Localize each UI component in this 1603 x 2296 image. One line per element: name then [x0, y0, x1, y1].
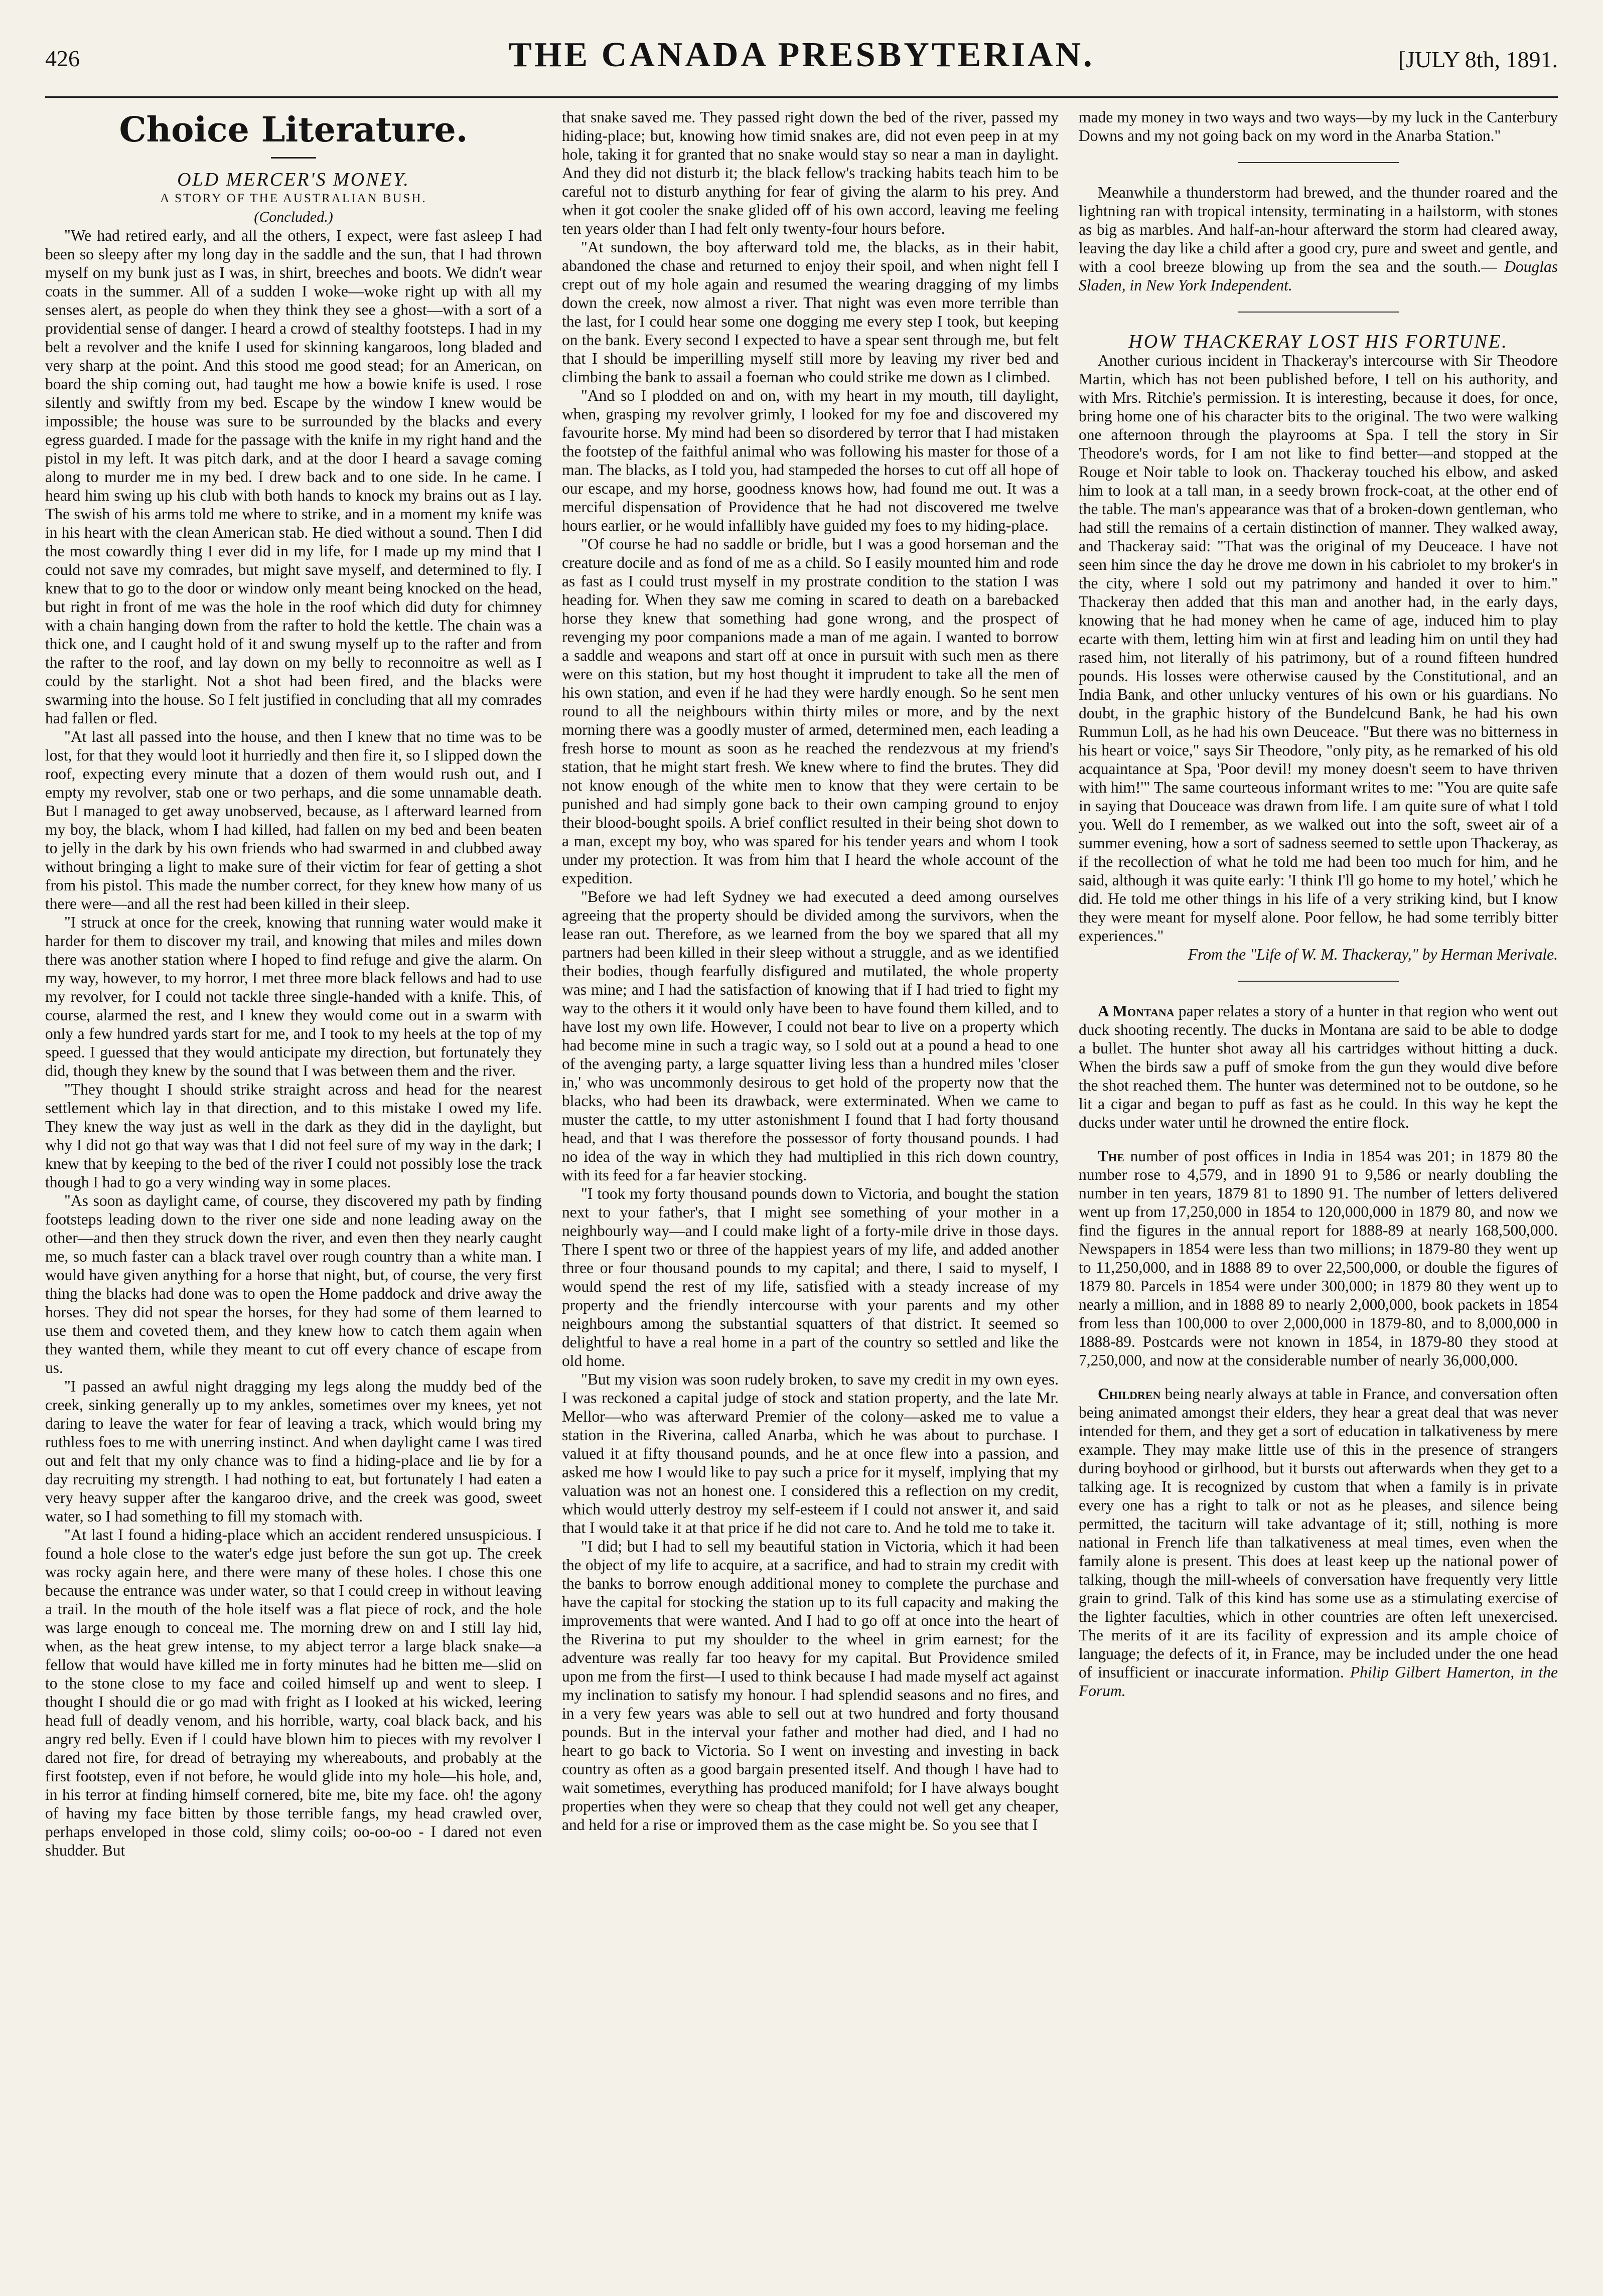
section-separator [1238, 312, 1399, 313]
section-separator [1238, 162, 1399, 163]
children-lead: Children [1098, 1385, 1161, 1403]
column-2 [562, 108, 1059, 2266]
story-paragraph: "As soon as daylight came, of course, they discovered my path by finding footsteps leading down to the river one side and none leading away on the other—and then they struck down the river, and even then they nearly caught me, so much faster can a black travel over rough country than a white man. I would have given anything for a horse that night, but, of course, the very first thing the blacks had done was to open the Home paddock and drive away the horses. They did not spear the horses, for they had some of them learned to use them and coveted them, and they knew how to catch them again when they wanted them, while they meant to cut off every chance of escape from us. [45, 1192, 542, 1376]
department-rule [271, 157, 316, 159]
thackeray-body: Another curious incident in Thackeray's intercourse with Sir Theodore Martin, which has not been published before, I tell on his authority, and with Mrs. Ritchie's permission. It is interesting, because it does, for once, bring home one of his character bits to the original. The two were walking one afternoon through the playrooms at Spa. I tell the story in Sir Theodore's words, for I am not like to find better—and stopped at the Rouge et Noir table to look on. Thackeray touched his elbow, and asked him to look at a tall man, in a seedy brown frock-coat, at the other end of the table. The man's appearance was that of a broken-down gentleman, who had still the remains of a certain distinction of manner. They walked away, and Thackeray said: "That was the original of my Deuceace. I have not seen him since the day he drove me down in his cabriolet to my broker's in the city, where I sold out my patrimony and handed it over to him." Thackeray then added that this man and another had, in the early days, knowing that he had money when he came of age, induced him to play ecarte with them, letting him win at first and leading him on until they had rased him, not literally of his patrimony, but of a round fifteen hundred pounds. His losses were otherwise caused by the Constitutional, and an India Bank, and other unlucky ventures of his own or his guardians. No doubt, in the graphic history of the Bundelcund Bank, he had his own Rummun Loll, as he had his own Deuceace. "But there was no bitterness in his heart or voice," says Sir Theodore, "only pity, as he remarked of his old acquaintance at Spa, 'Poor devil! my money doesn't seem to have thriven with him!'" The same courteous informant writes to me: "You are quite safe in saying that Douceace was drawn from life. I am quite sure of what I told you. Well do I remember, as we walked out into the soft, sweet air of a summer evening, how a sort of sadness seemed to settle upon Thackeray, as if the recollection of what he told me had been too much for him, and he said, although it was quite early: 'I think I'll go home to my hotel,' which he did. He told me other things in his life of a very striking kind, but I know they were meant for myself alone. Poor fellow, he had some terribly bitter experiences." [1079, 352, 1558, 945]
department-heading: Choice Literature. [119, 110, 468, 150]
issue-date: [JULY 8th, 1891. [1398, 47, 1558, 72]
page-number: 426 [45, 46, 80, 71]
story-paragraph: "At last all passed into the house, and then I knew that no time was to be lost, for that they would loot it hurriedly and then fire it, so I slipped down the roof, expecting every minute that a dozen of them would rush out, and I empty my revolver, stab one or two perhaps, and die some unnamable death. But I managed to get away unobserved, because, as I afterward learned from my boy, the black, whom I had killed, had fallen on my bed and been beaten to jelly in the dark by his own friends who had swarmed in and clubbed away without bringing a light to make sure of their victim for fear of getting a shot from his pistol. This made the number correct, for they knew how many of us there were—and all the rest had been killed in their sleep. [45, 728, 542, 912]
story-paragraph: "I did; but I had to sell my beautiful station in Victoria, which it had been the object of my life to acquire, at a sacrifice, and had to strain my credit with the banks to borrow enough additional money to complete the purchase and have the capital for stocking the station up to its full capacity and making the improvements that were wanted. And I had to go off at once into the heart of the Riverina to put my shoulder to the wheel in grim earnest; for the adventure was really far too heavy for my capital. But Providence smiled upon me from the first—I used to think because I had made myself act against my inclination to satisfy my honour. I had splendid seasons and no fires, and in a very few years was able to sell out at two hundred and forty thousand pounds. But in the interval your father and mother had died, and I had no heart to go back to Victoria. So I went on investing and investing in back country as often as a good bargain presented itself. And though I have had to wait sometimes, everything has produced manifold; for I have always bought properties when they were so cheap that they could not well get any cheaper, and held for a rise or improved them as the case might be. So you see that I [562, 1538, 1059, 1833]
story-paragraph: "We had retired early, and all the others, I expect, were fast asleep I had been so sleepy after my long day in the saddle and the sun, that I had thrown myself on my bunk just as I was, in shirt, breeches and boots. We didn't wear coats in the summer. All of a sudden I woke—woke right up with all my senses alert, as people do when they think they see a ghost—with a sort of a providential sense of danger. I heard a crowd of stealthy footsteps. I had in my belt a revolver and the knife I used for skinning kangaroos, long bladed and very sharp at the point. And this stood me good stead; for an American, on board the ship coming out, had taught me how a bowie knife is used. I rose silently and swiftly from my bed. Escape by the window I knew would be impossible; the house was sure to be surrounded by the blacks and every egress guarded. I made for the passage with the knife in my right hand and the pistol in my left. It was pitch dark, and at the door I heard a savage coming along to murder me in my bed. I drew back and to one side. In he came. I heard him swing up his club with both hands to knock my brains out as I lay. The swish of his arms told me where to strike, and in a moment my knife was in his heart with the clean American stab. He died without a sound. Then I did the most cowardly thing I ever did in my life, for I made up my mind that I could not save my comrades, but might save myself, and determined to fly. I knew that to go to the door or window only meant being knocked on the head, but right in front of me was the hole in the roof which did duty for chimney with a chain hanging down from the rafter to hold the kettle. The chain was a thick one, and I caught hold of it and swung myself up to the rafter and from the rafter to the roof, and lay down on my belly to reconnoitre as well as I could by the starlight. Not a shot had been fired, and the blacks were swarming into the house. So I felt justified in concluding that all my comrades had fallen or fled. [45, 227, 542, 727]
thackeray-credit: From the "Life of W. M. Thackeray," by Herman Merivale. [1188, 946, 1558, 963]
meanwhile-text: Meanwhile a thunderstorm had brewed, and the thunder roared and the lightning ran with tropical intensity, terminating in a hailstorm, with stones as big as marbles. And half-an-hour afterward the storm had cleared away, leaving the day like a child after a good cry, pure and sweet and gentle, and with a cool breeze blowing up from the sea and the south.— [1079, 184, 1558, 275]
story-title: OLD MERCER'S MONEY. [177, 169, 410, 190]
story-paragraph: "At sundown, the boy afterward told me, the blacks, as in their habit, abandoned the chase and returned to enjoy their spoil, and when night fell I crept out of my hole again and resumed the wearing dragging of my limbs down the creek, now almost a river. That night was even more terrible than the last, for I could hear some one dogging me every step I took, but keeping on the bank. Every second I expected to have a spear sent through me, but felt that I should be imperilling myself still more by leaving my river bed and climbing the bank to assail a foeman who could strike me down as I climbed. [562, 238, 1059, 386]
story-paragraph: "Of course he had no saddle or bridle, but I was a good horseman and the creature docile and as fond of me as a child. So I easily mounted him and rode as fast as I could trust myself in my prostrate condition to the station I was heading for. When they saw me coming in scared to death on a barebacked horse they knew that something had gone wrong, and the prospect of revenging my poor companions made a man of me again. I wanted to borrow a saddle and weapons and start off at once in pursuit with such men as there were on this station, but my host thought it imprudent to take all the men of his own station, and even if he had they were hardly enough. So he sent men round to all the neighbours within thirty miles or more, and by the next morning there was a goodly muster of armed, determined men, each leading a fresh horse to mount as soon as he reached the rendezvous at my friend's station, that he might start fresh. We knew where to find the brutes. They did not know enough of the white men to know that they were certain to be punished and had simply gone back to their own camping ground to enjoy their blood-bought spoils. A brief conflict resulted in their being shot down to a man, except my boy, who was spared for his tender years and whom I took under my protection. It was from him that I heard the whole account of the expedition. [562, 535, 1059, 887]
page-header [45, 35, 1558, 90]
story-paragraph: "Before we had left Sydney we had executed a deed among ourselves agreeing that the property should be divided among the survivors, when the lease ran out. Therefore, as we learned from the boy we spared that all my partners had been killed in their sleep without a struggle, and as we identified their bodies, though fearfully disfigured and mutilated, the whole property was mine; and I had the satisfaction of knowing that if I had tried to fight my way to the others it it would only have been to have found them killed, and to have lost my own life. However, I could not bear to live on a property which had become mine in such a tragic way, so I sold out at a pound a head to one of the avenging party, a large squatter living less than a hundred miles 'closer in,' who was uncommonly desirous to get hold of the property now that the blacks, who had been its drawback, were exterminated. When we came to muster the cattle, to my utter astonishment I found that I had forty thousand head, and that I was therefore the possessor of forty thousand pounds. I had no idea of the way in which they had multiplied in this rich down country, with its feed for a far heavier stocking. [562, 888, 1059, 1184]
children-paragraph [1079, 1385, 1558, 1700]
section-separator [1238, 981, 1399, 982]
meanwhile-paragraph [1079, 183, 1558, 294]
story-subtitle: A STORY OF THE AUSTRALIAN BUSH. [160, 192, 427, 205]
column-1 [45, 108, 542, 2266]
india-lead: The [1098, 1147, 1124, 1165]
concluded-note: (Concluded.) [254, 209, 333, 225]
story-paragraph: that snake saved me. They passed right down the bed of the river, passed my hiding-place; but, knowing how timid snakes are, did not even peep in at my hole, taking it for granted that no snake would stay so near a man in daylight. And they did not disturb it; the black fellow's tracking habits teach him to be careful not to disturb anything for fear of giving the alarm to his prey. And when it got cooler the snake glided off of his own accord, leaving me feeling ten years older than I had felt only twenty-four hours before. [562, 108, 1059, 237]
column-3 [1079, 108, 1558, 2266]
meanwhile-credit: Douglas Sladen, in New York Independent. [1079, 258, 1558, 294]
story-paragraph: "I took my forty thousand pounds down to Victoria, and bought the station next to your father's, that I might see something of your mother in a neighbourly way—and I could make light of a forty-mile drive in those days. There I spent two or three of the happiest years of my life, and added another three or four thousand pounds to my capital; and there, I said to myself, I would spend the rest of my life, satisfied with a steady increase of my property and the friendly intercourse with your parents and my other neighbours among the substantial squatters of that district. It seemed so delightful to have a real home in a part of the country so settled and like the old home. [562, 1185, 1059, 1369]
story-paragraph: "They thought I should strike straight across and head for the nearest settlement which lay in that direction, and to this mistake I owed my life. They knew the way just as well in the dark as they did in the daylight, but why I did not go that way was that I did not feel sure of my way in the dark; I knew that by keeping to the bed of the river I could not possibly lose the track though I had to go a very winding way in some places. [45, 1081, 542, 1191]
india-text: number of post offices in India in 1854 was 201; in 1879 80 the number rose to 4,579, and in 1890 91 to 9,586 or nearly doubling the number in ten years, 1879 81 to 1890 91. The number of letters delivered went up from 17,250,000 in 1854 to 120,000,000 in 1879 80, and now we find the figures in the annual report for 1888-89 at nearly 168,500,000. Newspapers in 1854 were less than two millions; in 1879-80 they went up to 11,250,000, and in 1888 89 to over 22,500,000, or double the figures of 1879 80. Parcels in 1854 were under 300,000; in 1879 80 they went up to nearly a million, and in 1888 89 to nearly 2,000,000, book packets in 1854 from less than 100,000 to over 2,000,000 in 1879-80, and to 8,000,000 in 1888-89. Postcards were not known in 1854, in 1879-80 they stood at 7,250,000, and now at the considerable number of nearly 36,000,000. [1079, 1147, 1558, 1369]
children-text: being nearly always at table in France, and conversation often being animated amongst their elders, they hear a great deal that was never intended for them, and they get a sort of education in talkativeness by mere example. They may make little use of this in the presence of strangers during boyhood or girlhood, but it bursts out afterwards when they get to a talking age. It is recognized by custom that when a family is in private every one has a right to talk or not as he pleases, and silence being permitted, the taciturn will take advantage of it; still, nothing is more national in French life than talkativeness at meal times, even when the family alone is present. This does at least keep up the national power of talking, though the mill-wheels of conversation have frequently very little grain to grind. Talk of this kind has some use as a stimulating exercise of the lighter faculties, which in other countries are often left unexercised. The merits of it are its facility of expression and its ample choice of language; the defects of it, in France, may be included under the one head of insufficient or inaccurate information. [1079, 1385, 1558, 1681]
montana-paragraph [1079, 1002, 1558, 1132]
masthead: THE CANADA PRESBYTERIAN. [508, 36, 1095, 74]
story-paragraph: "At last I found a hiding-place which an accident rendered unsuspicious. I found a hole close to the water's edge just before the sun got up. The creek was rocky again here, and there were many of these holes. I chose this one because the entrance was under water, so that I could creep in without leaving a trail. In the mouth of the hole itself was a flat piece of rock, and the hole was large enough to conceal me. The morning drew on and I still lay hid, when, as the heat grew intense, to my abject terror a large black snake—a fellow that would have killed me in forty minutes had he bitten me—slid on to the stone close to my face and coiled himself up and went to sleep. I thought I should die or go mad with fright as I looked at his wicked, leering head full of deadly venom, and his horrible, warty, coal black back, and his angry red belly. Even if I could have blown him to pieces with my revolver I dared not fire, for dread of betraying my whereabouts, and probably at the first footstep, even if not before, he would glide into my hole—his hole, and, in his terror at finding himself cornered, bite me, bite my face. oh! the agony of having my face bitten by those terrible fangs, my head crawled over, perhaps enveloped in those cold, slimy coils; oo-oo-oo - I dared not even shudder. But [45, 1526, 542, 1859]
story-paragraph: "And so I plodded on and on, with my heart in my mouth, till daylight, when, grasping my revolver grimly, I looked for my foe and discovered my favourite horse. My mind had been so disordered by terror that I had mistaken the footstep of the faithful animal who was following his master for those of a man. The blacks, as I told you, had stampeded the horses to cut off all hope of our escape, and my horse, goodness knows how, had found me out. It was a merciful dispensation of Providence that he had not discovered me twelve hours earlier, or he would infallibly have guided my foes to my hiding-place. [562, 387, 1059, 534]
children-credit: Philip Gilbert Hamerton, in the Forum. [1079, 1663, 1558, 1700]
story-paragraph: "I passed an awful night dragging my legs along the muddy bed of the creek, sinking generally up to my ankles, sometimes over my knees, yet not daring to leave the water for fear of leaving a track, which would bring my ruthless foes to me with unerring instinct. And when daylight came I was tired out and felt that my only chance was to find a hiding-place and lie by for a day recruiting my strength. I had nothing to eat, but fortunately I had eaten a very heavy supper after the kangaroo drive, and the creek was good, sweet water, so I had something to fill my stomach with. [45, 1377, 542, 1525]
story-paragraph: "But my vision was soon rudely broken, to save my credit in my own eyes. I was reckoned a capital judge of stock and station property, and the late Mr. Mellor—who was afterward Premier of the colony—asked me to value a station in the Riverina, called Anarba, which he was about to purchase. I valued it at fifty thousand pounds, and he at once flew into a passion, and asked me how I would like to pay such a price for it myself, implying that my valuation was not an honest one. I considered this a reflection on my credit, which would utterly destroy my self-esteem if I could not answer it, and said that I would take it at that price if he did not care to. And he told me to take it. [562, 1370, 1059, 1537]
thackeray-title: HOW THACKERAY LOST HIS FORTUNE. [1128, 331, 1508, 352]
montana-lead: A Montana [1098, 1002, 1175, 1020]
story-ending: made my money in two ways and two ways—by my luck in the Canterbury Downs and my not going back on my word in the Anarba Station." [1079, 108, 1558, 144]
montana-text: paper relates a story of a hunter in that region who went out duck shooting recently. The ducks in Montana are said to be able to dodge a bullet. The hunter shot away all his cartridges without hitting a duck. When the birds saw a puff of smoke from the gun they would dive before the shot reached them. The hunter was determined not to be outdone, so he lit a cigar and began to puff as fast as he could. In this way he kept the ducks under water until he drowned the entire flock. [1079, 1002, 1558, 1131]
story-paragraph: "I struck at once for the creek, knowing that running water would make it harder for them to discover my trail, and knowing that miles and miles down there was another station where I hoped to find refuge and give the alarm. On my way, however, to my horror, I met three more black fellows and had to use my revolver, for I could not tackle three single-handed with a knife. This, of course, alarmed the rest, and I knew they would come out in a swarm with only a few hundred yards start for me, and I took to my heels at the top of my speed. I guessed that they would anticipate my direction, but fortunately they did, though they knew by the sound that I was between them and the river. [45, 913, 542, 1080]
india-paragraph [1079, 1147, 1558, 1369]
header-rule [45, 96, 1558, 98]
